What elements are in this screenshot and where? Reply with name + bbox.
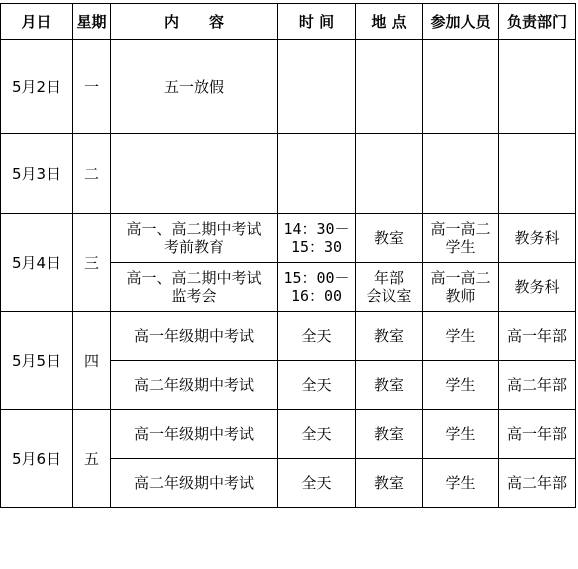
time-cell [278, 214, 356, 263]
table-row [1, 134, 576, 214]
content-cell: 高二年级期中考试 [111, 361, 278, 410]
header-weekday: 星期 [73, 4, 111, 40]
time-cell [278, 263, 356, 312]
participants-cell [423, 214, 499, 263]
content-cell [111, 214, 278, 263]
content-line: 高一、高二期中考试 [126, 269, 262, 287]
header-row [1, 4, 576, 40]
content-line: 考前教育 [163, 238, 224, 256]
date-cell: 5月3日 [1, 134, 73, 214]
time-line: 15：30 [290, 238, 343, 256]
department-cell: 教务科 [499, 214, 576, 263]
time-line: 16：00 [290, 287, 343, 305]
header-date: 月日 [1, 4, 73, 40]
time-line: 14：30－ [283, 220, 350, 238]
participants-line: 教师 [445, 287, 476, 305]
place-cell [356, 134, 423, 214]
content-cell: 五一放假 [111, 40, 278, 134]
department-cell: 高二年部 [499, 361, 576, 410]
content-cell [111, 134, 278, 214]
time-cell: 全天 [278, 459, 356, 508]
weekday-cell: 一 [73, 40, 111, 134]
place-cell: 教室 [356, 459, 423, 508]
department-cell: 教务科 [499, 263, 576, 312]
table-row [1, 312, 576, 361]
place-cell [356, 263, 423, 312]
department-cell: 高二年部 [499, 459, 576, 508]
table-row [1, 40, 576, 134]
weekday-cell: 四 [73, 312, 111, 410]
participants-cell: 学生 [423, 361, 499, 410]
weekday-cell: 三 [73, 214, 111, 312]
header-time: 时 间 [278, 4, 356, 40]
content-cell [111, 263, 278, 312]
place-line: 会议室 [366, 287, 412, 305]
department-cell: 高一年部 [499, 410, 576, 459]
time-cell: 全天 [278, 361, 356, 410]
department-cell: 高一年部 [499, 312, 576, 361]
place-line: 年部 [373, 269, 404, 287]
department-cell [499, 40, 576, 134]
date-cell: 5月5日 [1, 312, 73, 410]
time-line: 15：00－ [283, 269, 350, 287]
table-row [1, 410, 576, 459]
place-cell: 教室 [356, 410, 423, 459]
time-cell: 全天 [278, 410, 356, 459]
participants-line: 高一高二 [430, 220, 491, 238]
content-line: 高一、高二期中考试 [126, 220, 262, 238]
participants-cell [423, 134, 499, 214]
participants-cell [423, 40, 499, 134]
date-cell: 5月4日 [1, 214, 73, 312]
date-cell: 5月2日 [1, 40, 73, 134]
table-row [1, 214, 576, 263]
date-cell: 5月6日 [1, 410, 73, 508]
content-cell: 高一年级期中考试 [111, 410, 278, 459]
time-cell [278, 134, 356, 214]
header-content: 内 容 [111, 4, 278, 40]
time-cell: 全天 [278, 312, 356, 361]
department-cell [499, 134, 576, 214]
header-place: 地 点 [356, 4, 423, 40]
weekday-cell: 二 [73, 134, 111, 214]
weekday-cell: 五 [73, 410, 111, 508]
participants-cell: 学生 [423, 312, 499, 361]
schedule-table [0, 3, 576, 508]
header-department: 负责部门 [499, 4, 576, 40]
participants-cell [423, 263, 499, 312]
participants-cell: 学生 [423, 459, 499, 508]
place-cell: 教室 [356, 361, 423, 410]
content-cell: 高一年级期中考试 [111, 312, 278, 361]
time-cell [278, 40, 356, 134]
content-cell: 高二年级期中考试 [111, 459, 278, 508]
content-line: 监考会 [171, 287, 217, 305]
place-cell: 教室 [356, 214, 423, 263]
place-cell: 教室 [356, 312, 423, 361]
participants-cell: 学生 [423, 410, 499, 459]
participants-line: 学生 [445, 238, 476, 256]
header-participants: 参加人员 [423, 4, 499, 40]
participants-line: 高一高二 [430, 269, 491, 287]
place-cell [356, 40, 423, 134]
